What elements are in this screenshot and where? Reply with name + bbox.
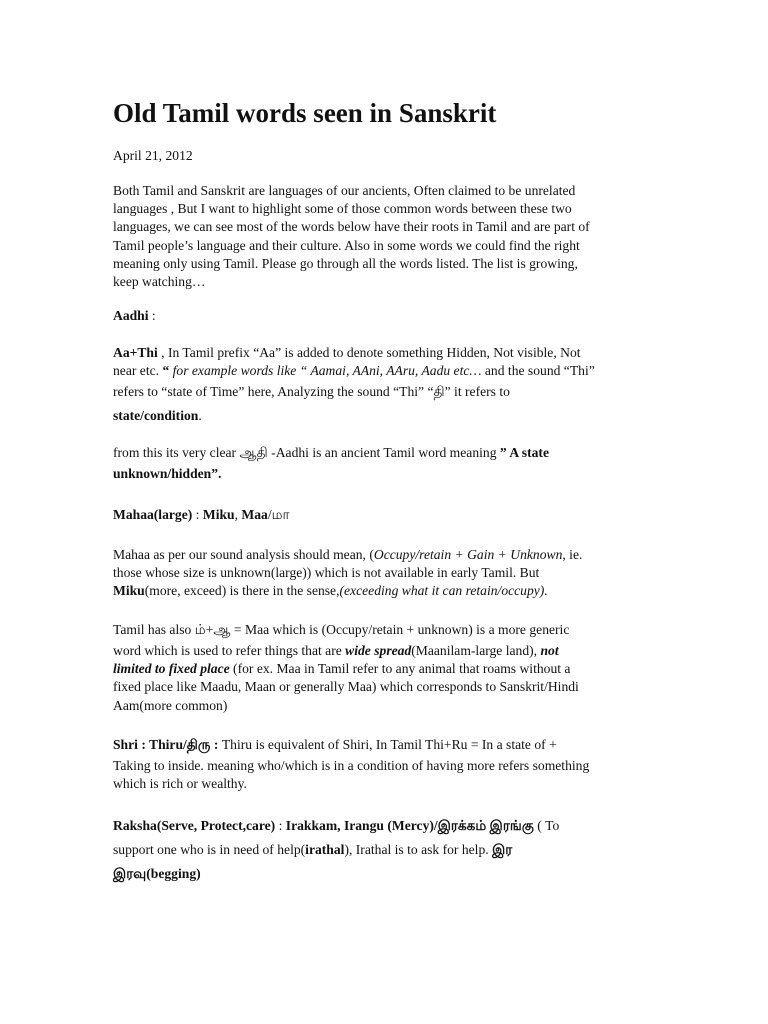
aadhi-paragraph-2: from this its very clear ஆதி -Aadhi is an ancient Tamil word meaning ” A state unknown/hidden”.: [113, 445, 549, 481]
mahaa-paragraph-1: Mahaa as per our sound analysis should mean, (Occupy/retain + Gain + Unknown, ie. those whose size is unknown(large)) which is not available in early Tamil. But Miku(more, exceed) is there in the sense,(exceeding what it can retain/occupy).: [113, 547, 583, 599]
mahaa-paragraph-2: Tamil has also ம்+ஆ = Maa which is (Occupy/retain + unknown) is a more generic word which is used to refer things that are wide spread(Maanilam-large land), not limited to fixed place (for ex. Maa in Tamil refer to any animal that roams without a fixed place like Maadu, Maan or generally Maa) which corresponds to Sanskrit/Hindi Aam(more common): [113, 622, 579, 713]
raksha-paragraph: Raksha(Serve, Protect,care) : Irakkam, Irangu (Mercy)/இரக்கம் இரங்கு ( To support one who is in need of help(irathal), Irathal is to ask for help. இர இரவு(begging): [113, 818, 560, 881]
section-heading-aadhi: Aadhi :: [113, 308, 156, 323]
shri-paragraph: Shri : Thiru/திரு : Thiru is equivalent of Shiri, In Tamil Thi+Ru = In a state of + Taking to inside. meaning who/which is in a condition of having more refers something which is rich or wealthy.: [113, 737, 590, 792]
section-heading-mahaa: Mahaa(large) : Miku, Maa/மா: [113, 507, 290, 522]
page-title: Old Tamil words seen in Sanskrit: [113, 98, 497, 128]
intro-paragraph: Both Tamil and Sanskrit are languages of our ancients, Often claimed to be unrelated languages , But I want to highlight some of those common words between these two languages, we can see most of the words below have their roots in Tamil and are part of Tamil people’s language and their culture. Also in some words we could find the right meaning only using Tamil. Please go through all the words listed. The list is growing, keep watching…: [113, 183, 590, 290]
aadhi-paragraph-1: Aa+Thi , In Tamil prefix “Aa” is added to denote something Hidden, Not visible, Not near etc. “ for example words like “ Aamai, AAni, AAru, Aadu etc… and the sound “Thi” refers to “state of Time” here, Analyzing the sound “Thi” “தி” it refers to state/condition.: [113, 345, 595, 424]
post-date: April 21, 2012: [113, 148, 193, 163]
